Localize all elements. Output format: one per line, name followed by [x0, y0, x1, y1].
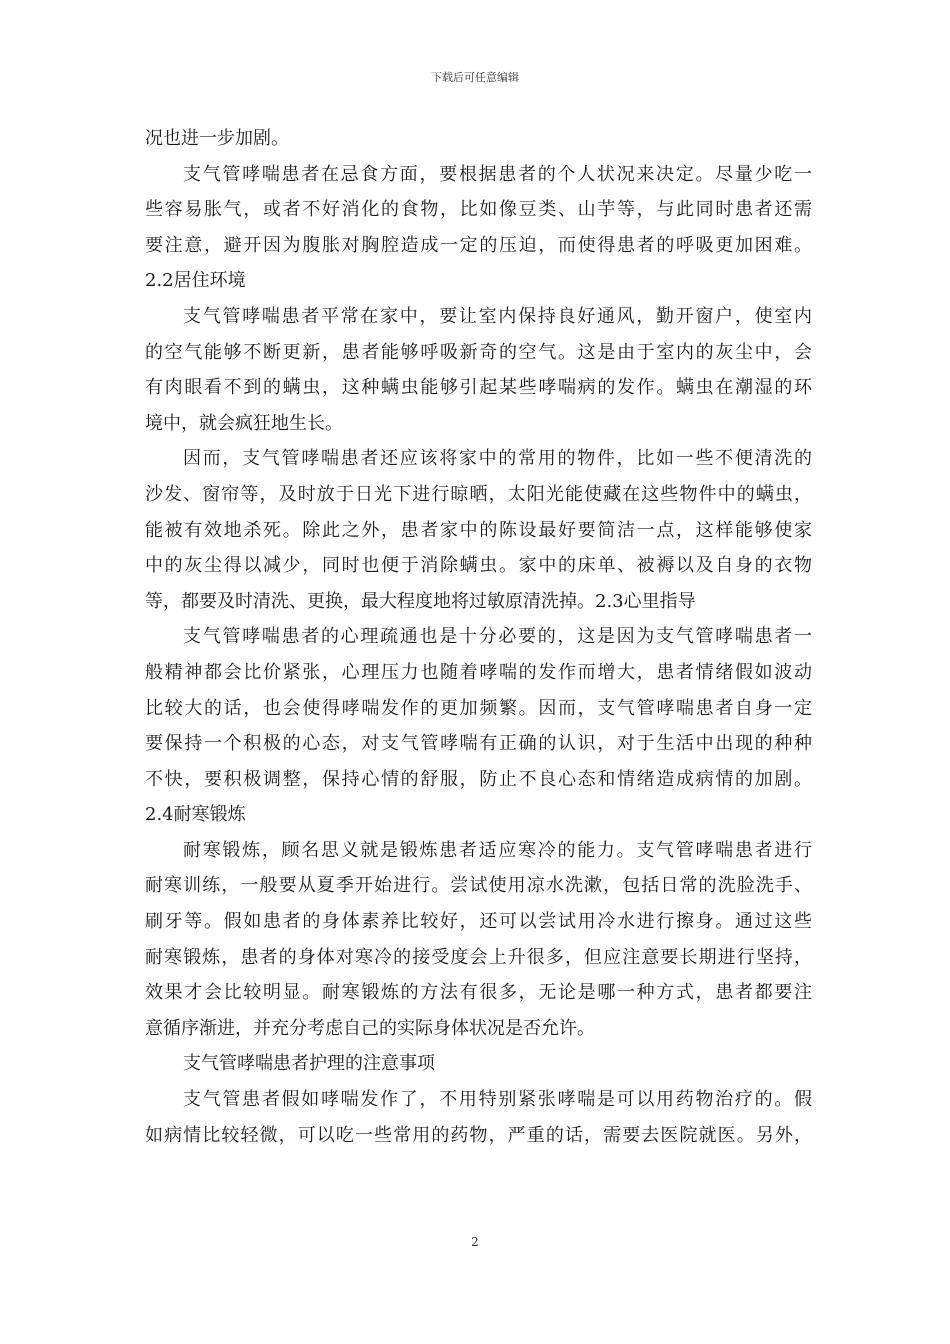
text-line: 中的灰尘得以减少，同时也便于消除螨虫。家中的床单、被褥以及自身的衣物: [145, 555, 812, 577]
text-line: 能被有效地杀死。除此之外，患者家中的陈设最好要简洁一点，这样能够使家: [145, 519, 812, 541]
section-heading: 2.2居住环境: [145, 270, 246, 292]
text-line: 沙发、窗帘等，及时放于日光下进行晾晒，太阳光能使藏在这些物件中的螨虫，: [145, 483, 812, 505]
page-number: 2: [471, 1235, 479, 1249]
text-line: 耐寒锻炼，顾名思义就是锻炼患者适应寒冷的能力。支气管哮喘患者进行: [183, 839, 812, 861]
text-line: 效果才会比较明显。耐寒锻炼的方法有很多，无论是哪一种方式，患者都要注: [145, 982, 812, 1004]
section-heading: 2.4耐寒锻炼: [145, 804, 246, 826]
text-line: 耐寒训练，一般要从夏季开始进行。尝试使用凉水洗漱，包括日常的洗脸洗手、: [145, 875, 812, 897]
text-line: 比较大的话，也会使得哮喘发作的更加频繁。因而，支气管哮喘患者自身一定: [145, 697, 812, 719]
text-line: 支气管哮喘患者护理的注意事项: [183, 1053, 435, 1075]
text-line: 要保持一个积极的心态，对支气管哮喘有正确的认识，对于生活中出现的种种: [145, 733, 812, 755]
text-line: 不快，要积极调整，保持心情的舒服，防止不良心态和情绪造成病情的加剧。: [145, 768, 812, 790]
text-line: 的空气能够不断更新，患者能够呼吸新奇的空气。这是由于室内的灰尘中，会: [145, 341, 812, 363]
text-line: 支气管哮喘患者平常在家中，要让室内保持良好通风，勤开窗户，使室内: [183, 305, 812, 327]
text-line: 有肉眼看不到的螨虫，这种螨虫能够引起某些哮喘病的发作。螨虫在潮湿的环: [145, 377, 812, 399]
text-line: 支气管患者假如哮喘发作了，不用特别紧张哮喘是可以用药物治疗的。假: [183, 1089, 812, 1111]
text-line: 般精神都会比价紧张，心理压力也随着哮喘的发作而增大，患者情绪假如波动: [145, 661, 812, 683]
text-line: 境中，就会疯狂地生长。: [145, 412, 343, 434]
text-line: 支气管哮喘患者在忌食方面，要根据患者的个人状况来决定。尽量少吃一: [183, 163, 812, 185]
text-line: 耐寒锻炼，患者的身体对寒冷的接受度会上升很多，但应注意要长期进行坚持，: [145, 946, 812, 968]
text-line: 要注意，避开因为腹胀对胸腔造成一定的压迫，而使得患者的呼吸更加困难。: [145, 234, 812, 256]
text-line: 些容易胀气，或者不好消化的食物，比如像豆类、山芋等，与此同时患者还需: [145, 199, 812, 221]
text-line: 等，都要及时清洗、更换，最大程度地将过敏原清洗掉。2.3心里指导: [145, 590, 696, 612]
text-line: 如病情比较轻微，可以吃一些常用的药物，严重的话，需要去医院就医。另外，: [145, 1124, 812, 1146]
document-body: [145, 121, 812, 1153]
page-header: 下载后可任意编辑: [431, 71, 519, 84]
text-line: 意循序渐进，并充分考虑自己的实际身体状况是否允许。: [145, 1017, 595, 1039]
text-line: 刷牙等。假如患者的身体素养比较好，还可以尝试用冷水进行擦身。通过这些: [145, 911, 812, 933]
text-line: 因而，支气管哮喘患者还应该将家中的常用的物件，比如一些不便清洗的: [183, 448, 812, 470]
text-line: 支气管哮喘患者的心理疏通也是十分必要的，这是因为支气管哮喘患者一: [183, 626, 812, 648]
text-line: 况也进一步加剧。: [145, 128, 289, 149]
